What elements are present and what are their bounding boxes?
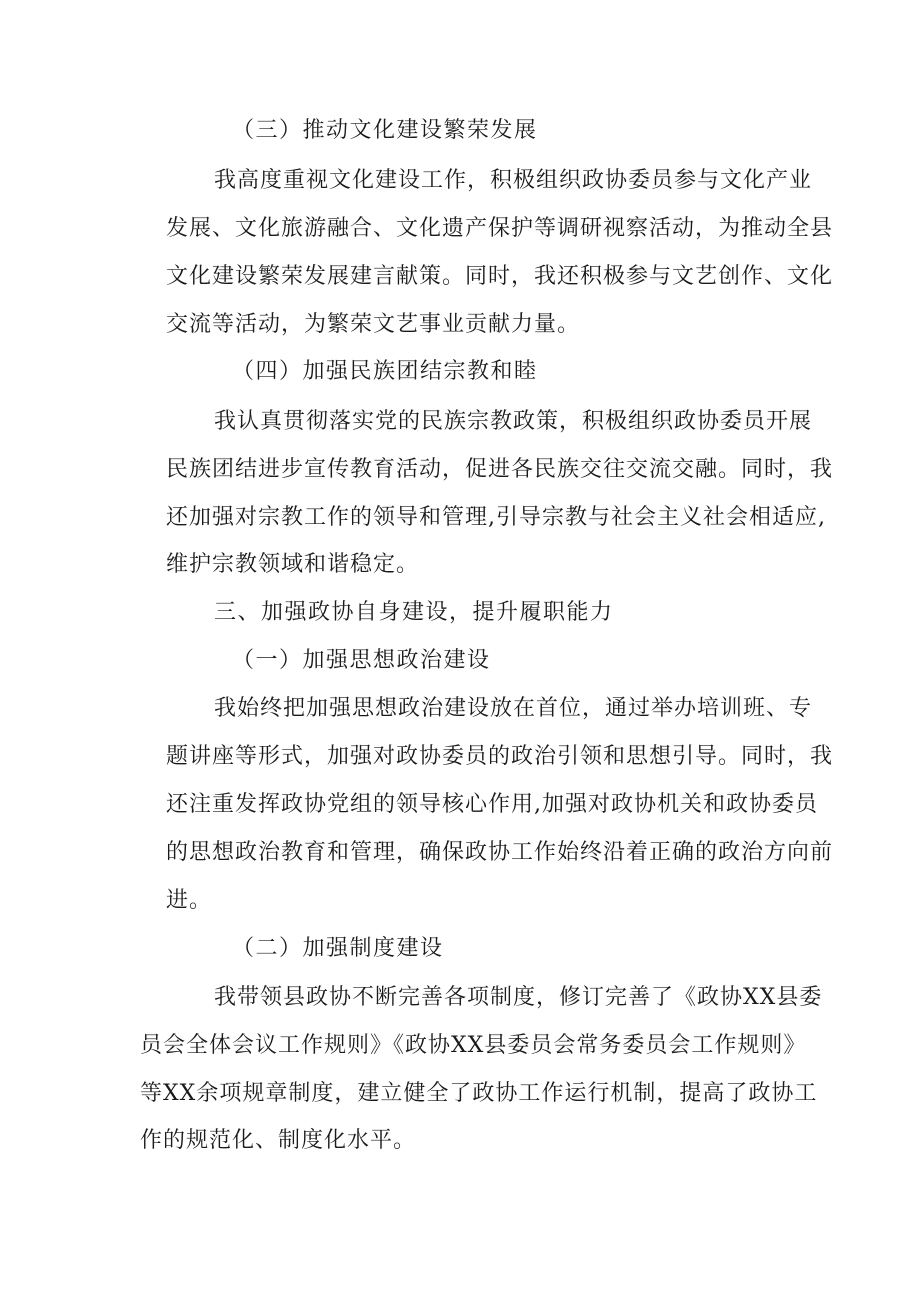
paragraph-line: 我始终把加强思想政治建设放在首位，通过举办培训班、专 xyxy=(214,696,813,721)
paragraph-line: 作的规范化、制度化水平。 xyxy=(140,1128,417,1153)
paragraph-line: 题讲座等形式，加强对政协委员的政治引领和思想引导。同时，我 xyxy=(166,744,834,769)
paragraph-line: 等XX余项规章制度，建立健全了政协工作运行机制，提高了政协工 xyxy=(140,1081,818,1106)
paragraph-line: 员会全体会议工作规则》《政协XX县委员会常务委员会工作规则》 xyxy=(140,1033,807,1058)
paragraph-line: 交流等活动，为繁荣文艺事业贡献力量。 xyxy=(166,312,581,337)
paragraph-line: 还加强对宗教工作的领导和管理,引导宗教与社会主义社会相适应, xyxy=(166,505,826,530)
paragraph-line: 文化建设繁荣发展建言献策。同时，我还积极参与文艺创作、文化 xyxy=(166,264,834,289)
part-heading-self-building: 三、加强政协自身建设，提升履职能力 xyxy=(214,600,614,625)
paragraph-line: 我认真贯彻落实党的民族宗教政策，积极组织政协委员开展 xyxy=(214,409,813,434)
paragraph-line: 还注重发挥政协党组的领导核心作用,加强对政协机关和政协委员 xyxy=(166,792,818,817)
paragraph-line: 的思想政治教育和管理，确保政协工作始终沿着正确的政治方向前 xyxy=(166,840,834,865)
paragraph-line: 维护宗教领域和谐稳定。 xyxy=(166,552,420,577)
paragraph-line: 我高度重视文化建设工作，积极组织政协委员参与文化产业 xyxy=(214,168,813,193)
section-heading-ideology: （一）加强思想政治建设 xyxy=(232,648,491,673)
paragraph-line: 进。 xyxy=(166,888,213,913)
paragraph-line: 民族团结进步宣传教育活动，促进各民族交往交流交融。同时，我 xyxy=(166,457,834,482)
section-heading-ethnic-religion: （四）加强民族团结宗教和睦 xyxy=(232,359,538,384)
section-heading-culture: （三）推动文化建设繁荣发展 xyxy=(232,118,538,143)
paragraph-line: 发展、文化旅游融合、文化遗产保护等调研视察活动，为推动全县 xyxy=(166,216,834,241)
paragraph-line: 我带领县政协不断完善各项制度，修订完善了《政协XX县委 xyxy=(214,985,823,1010)
section-heading-institution: （二）加强制度建设 xyxy=(232,936,444,961)
